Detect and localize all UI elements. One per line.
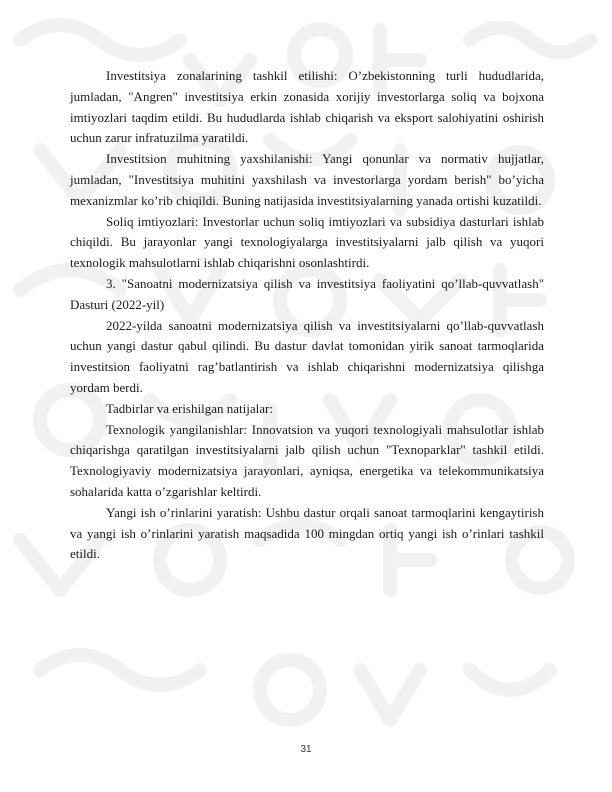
section-heading-program: 3. "Sanoatni modernizatsiya qilish va investitsiya faoliyatini qo’llab-quvvatlash" Dasturi (2022-yil) [70, 275, 544, 312]
paragraph-investment-zones: Investitsiya zonalarining tashkil etilishi: O’zbekistonning turli hududlarida, jumladan, "Angren" investitsiya erkin zonasida xorijiy investorlarga soliq va bojxona imtiyozlari taqdim etildi. Bu hududlarda ishlab chiqarish va eksport salohiyatini oshirish uchun zarur infratuzilma yaratildi. [70, 68, 544, 146]
paragraph-investment-climate: Investitsion muhitning yaxshilanishi: Yangi qonunlar va normativ hujjatlar, jumladan, "Investitsiya muhitini yaxshilash va investorlarga yordam berish" bo’yicha mexanizmlar ko’rib chiqildi. Buning natijasida investitsiyalarning yanada ortishi kuzatildi. [70, 151, 544, 208]
paragraph-program-2022: 2022-yilda sanoatni modernizatsiya qilish va investitsiyalarni qo’llab-quvvatlash uchun yangi dastur qabul qilindi. Bu dastur davlat tomonidan yirik sanoat tarmoqlarida investitsion faoliyatni rag’batlantirish va ishlab chiqarishni modernizatsiya qilishga yordam berdi. [70, 317, 544, 395]
paragraph-tax-benefits: Soliq imtiyozlari: Investorlar uchun soliq imtiyozlari va subsidiya dasturlari ishlab chiqildi. Bu jarayonlar yangi texnologiyalarga investitsiyalarni jalb qilish va yuqori texnologik mahsulotlarni ishlab chiqarishni osonlashtirdi. [70, 213, 544, 271]
page-number: 31 [300, 744, 312, 755]
paragraph-tech-updates: Texnologik yangilanishlar: Innovatsion va yuqori texnologiyali mahsulotlar ishlab chiqarishga qaratilgan investitsiyalarni jalb qilish uchun "Texnoparklar" tashkil etildi. Texnologiyaviy modernizatsiya jarayonlari, ayniqsa, energetika va telekommunikatsiya sohalarida katta o’zgarishlar keltirdi. [70, 421, 544, 499]
subheading-results: Tadbirlar va erishilgan natijalar: [106, 400, 273, 416]
paragraph-new-jobs: Yangi ish o’rinlarini yaratish: Ushbu dastur orqali sanoat tarmoqlarini kengaytirish va yangi ish o’rinlarini yaratish maqsadida 100 mingdan ortiq yangi ish o’rinlari tashkil etildi. [70, 504, 544, 562]
document-body [70, 66, 544, 565]
